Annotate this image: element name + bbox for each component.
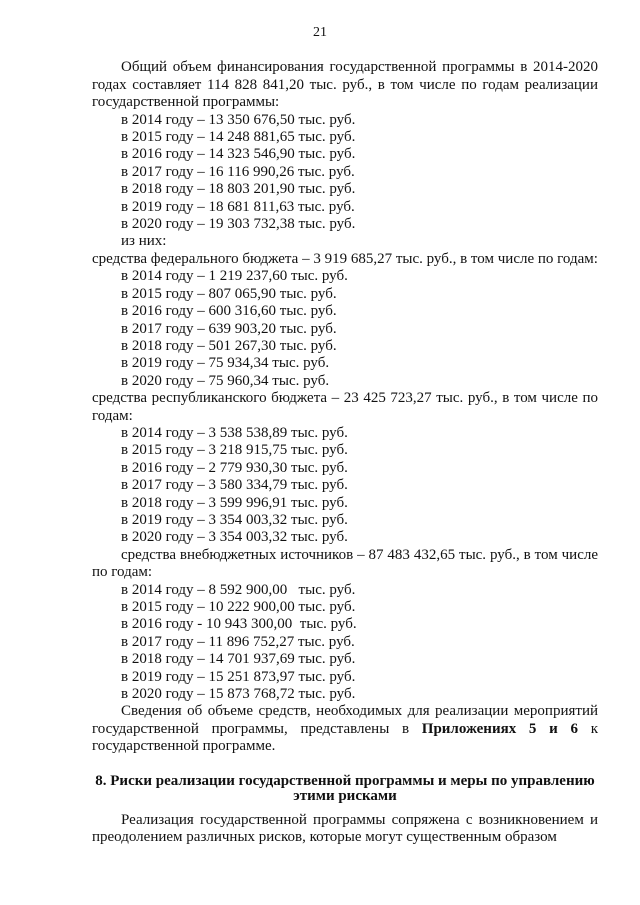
appendix-paragraph	[92, 703, 598, 755]
list-item: в 2016 году – 14 323 546,90 тыс. руб.	[121, 146, 356, 163]
appendix-text-after: к государственной программе.	[92, 720, 598, 755]
section-paragraph: Реализация государственной программы сопряжена с возникновением и преодолением различных рисков, которые могут существенным образом	[92, 811, 598, 846]
list-item: в 2019 году – 18 681 811,63 тыс. руб.	[121, 198, 355, 215]
list-item: в 2020 году – 75 960,34 тыс. руб.	[121, 372, 330, 389]
section-heading-line: 8. Риски реализации государственной программы и меры по управлению	[95, 772, 595, 789]
list-item: в 2014 году – 8 592 900,00 тыс. руб.	[121, 581, 356, 598]
list-item: в 2020 году – 19 303 732,38 тыс. руб.	[121, 216, 356, 233]
list-item: в 2020 году – 15 873 768,72 тыс. руб.	[121, 686, 356, 703]
list-item: в 2014 году – 1 219 237,60 тыс. руб.	[121, 268, 348, 285]
list-item: в 2017 году – 11 896 752,27 тыс. руб.	[121, 633, 355, 650]
extra-budget-intro: средства внебюджетных источников – 87 483 432,65 тыс. руб., в том числе по годам:	[92, 546, 598, 581]
list-item: в 2015 году – 807 065,90 тыс. руб.	[121, 285, 337, 302]
list-item: в 2016 году – 2 779 930,30 тыс. руб.	[121, 459, 348, 476]
list-item: в 2015 году – 14 248 881,65 тыс. руб.	[121, 129, 356, 146]
list-item: в 2018 году – 18 803 201,90 тыс. руб.	[121, 181, 356, 198]
list-item: в 2018 году – 501 267,30 тыс. руб.	[121, 337, 337, 354]
list-item: в 2017 году – 639 903,20 тыс. руб.	[121, 320, 337, 337]
federal-by-year-list	[121, 268, 598, 390]
republic-by-year-list	[121, 425, 598, 547]
intro-paragraph: Общий объем финансирования государственной программы в 2014-2020 годах составляет 114 828 841,20 тыс. руб., в том числе по годам реализации государственной программы:	[92, 59, 598, 111]
list-item: в 2014 году – 13 350 676,50 тыс. руб.	[121, 111, 356, 128]
list-item: в 2018 году – 3 599 996,91 тыс. руб.	[121, 494, 348, 511]
list-item: в 2014 году – 3 538 538,89 тыс. руб.	[121, 424, 348, 441]
list-item: в 2017 году – 3 580 334,79 тыс. руб.	[121, 477, 348, 494]
appendix-reference: Приложениях 5 и 6	[421, 720, 578, 737]
of-them-label: из них:	[121, 233, 167, 250]
list-item: в 2020 году – 3 354 003,32 тыс. руб.	[121, 529, 348, 546]
section-heading-line: этими рисками	[293, 787, 397, 804]
total-by-year-list	[121, 112, 598, 251]
list-item: в 2015 году – 3 218 915,75 тыс. руб.	[121, 442, 348, 459]
list-item: в 2019 году – 75 934,34 тыс. руб.	[121, 355, 330, 372]
list-item: в 2015 году – 10 222 900,00 тыс. руб.	[121, 599, 356, 615]
list-item: в 2016 году – 600 316,60 тыс. руб.	[121, 303, 337, 320]
list-item: в 2016 году - 10 943 300,00 тыс. руб.	[121, 616, 357, 633]
page-number: 21	[313, 25, 327, 40]
appendix-text-before: Сведения об объеме средств, необходимых для реализации мероприятий государственной программы, представлены в	[92, 703, 598, 737]
extra-by-year-list	[121, 582, 598, 704]
republic-intro: средства республиканского бюджета – 23 425 723,27 тыс. руб., в том числе по годам:	[92, 390, 598, 424]
federal-intro: средства федерального бюджета – 3 919 685,27 тыс. руб., в том числе по годам:	[92, 250, 598, 267]
section-heading	[92, 774, 598, 804]
list-item: в 2017 году – 16 116 990,26 тыс. руб.	[121, 163, 355, 180]
list-item: в 2018 году – 14 701 937,69 тыс. руб.	[121, 651, 356, 668]
list-item: в 2019 году – 15 251 873,97 тыс. руб.	[121, 668, 356, 685]
list-item: в 2019 году – 3 354 003,32 тыс. руб.	[121, 511, 348, 528]
